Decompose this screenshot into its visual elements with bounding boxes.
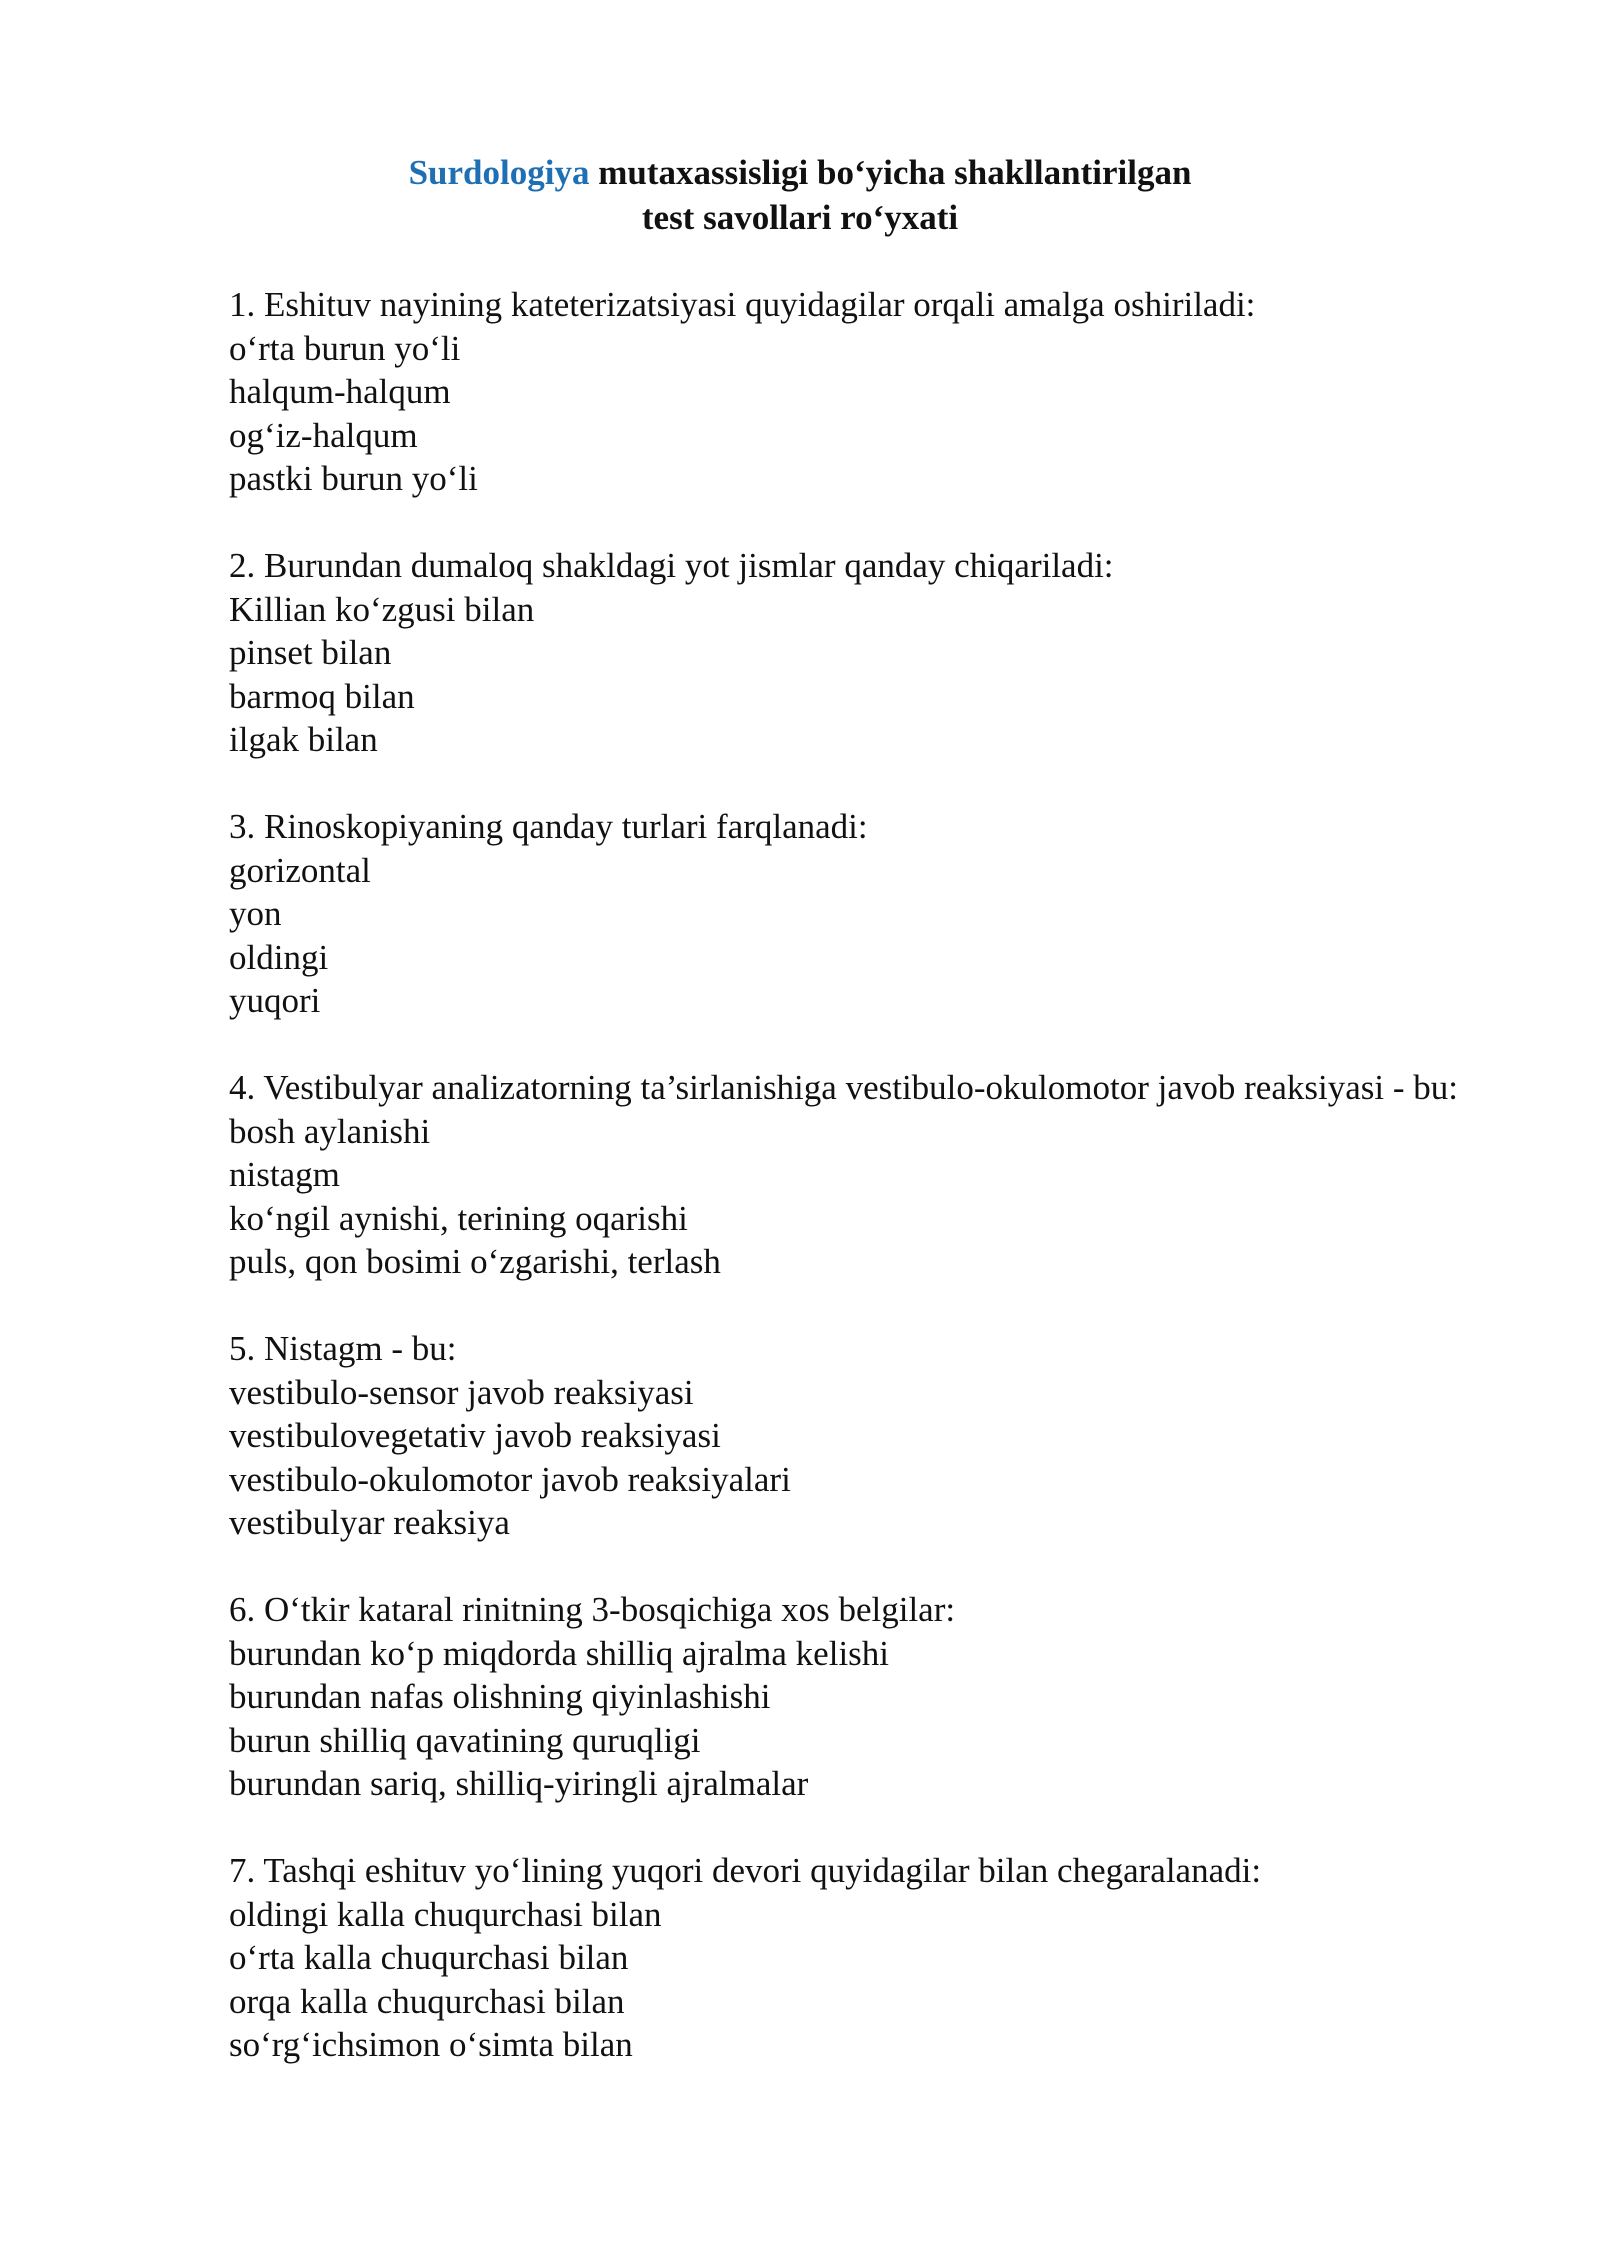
question-text: 2. Burundan dumaloq shakldagi yot jismlar qanday chiqariladi: [229,546,1114,585]
answer-option: yon [229,894,282,933]
answer-option: vestibulyar reaksiya [229,1503,510,1542]
answer-option: yuqori [229,981,321,1020]
question-block [229,1327,1529,1545]
answer-option: burun shilliq qavatining quruqligi [229,1720,701,1760]
question-text: 6. O‘tkir kataral rinitning 3-bosqichiga xos belgilar: [229,1590,956,1629]
answer-option: barmoq bilan [229,676,415,716]
answer-option: ko‘ngil aynishi, terining oqarishi [229,1198,688,1238]
title-line-2: test savollari ro‘yxati [641,198,959,237]
answer-option: o‘rta kalla chuqurchasi bilan [229,1938,629,1977]
answer-option: orqa kalla chuqurchasi bilan [229,1981,625,2021]
page-title [0,150,1600,240]
answer-option: Killian ko‘zgusi bilan [229,589,535,629]
question-text: 5. Nistagm - bu: [229,1329,457,1368]
question-block [229,283,1529,501]
question-block [229,805,1529,1023]
answer-option: burundan ko‘p miqdorda shilliq ajralma kelishi [229,1633,890,1673]
question-block [229,1588,1529,1806]
answer-option: vestibulovegetativ javob reaksiyasi [229,1416,721,1455]
question-block [229,1849,1529,2067]
title-accent-word: Surdologiya [408,153,590,192]
answer-option: vestibulo-sensor javob reaksiyasi [229,1372,694,1412]
question-list [229,283,1529,2110]
answer-option: halqum-halqum [229,372,451,411]
answer-option: nistagm [229,1155,340,1194]
title-rest: mutaxassisligi bo‘yicha shakllantirilgan [589,153,1192,192]
answer-option: oldingi [229,937,329,977]
answer-option: oldingi kalla chuqurchasi bilan [229,1894,662,1934]
answer-option: o‘rta burun yo‘li [229,328,461,368]
question-block [229,1066,1529,1284]
answer-option: burundan nafas olishning qiyinlashishi [229,1677,771,1716]
title-line-1 [0,150,1600,195]
question-block [229,544,1529,762]
question-text: 7. Tashqi eshituv yo‘lining yuqori devori quyidagilar bilan chegaralanadi: [229,1851,1262,1890]
answer-option: ilgak bilan [229,720,378,759]
answer-option: puls, qon bosimi o‘zgarishi, terlash [229,1242,721,1281]
question-text: 1. Eshituv nayining kateterizatsiyasi quyidagilar orqali amalga oshiriladi: [229,285,1256,324]
answer-option: vestibulo-okulomotor javob reaksiyalari [229,1459,791,1499]
answer-option: pinset bilan [229,633,392,672]
question-text: 4. Vestibulyar analizatorning ta’sirlanishiga vestibulo-okulomotor javob reaksiyasi - bu: [229,1068,1458,1107]
answer-option: og‘iz-halqum [229,415,418,455]
answer-option: burundan sariq, shilliq-yiringli ajralmalar [229,1764,809,1803]
answer-option: gorizontal [229,850,371,890]
answer-option: pastki burun yo‘li [229,459,478,498]
answer-option: bosh aylanishi [229,1111,431,1151]
question-text: 3. Rinoskopiyaning qanday turlari farqlanadi: [229,807,868,846]
answer-option: so‘rg‘ichsimon o‘simta bilan [229,2025,633,2064]
